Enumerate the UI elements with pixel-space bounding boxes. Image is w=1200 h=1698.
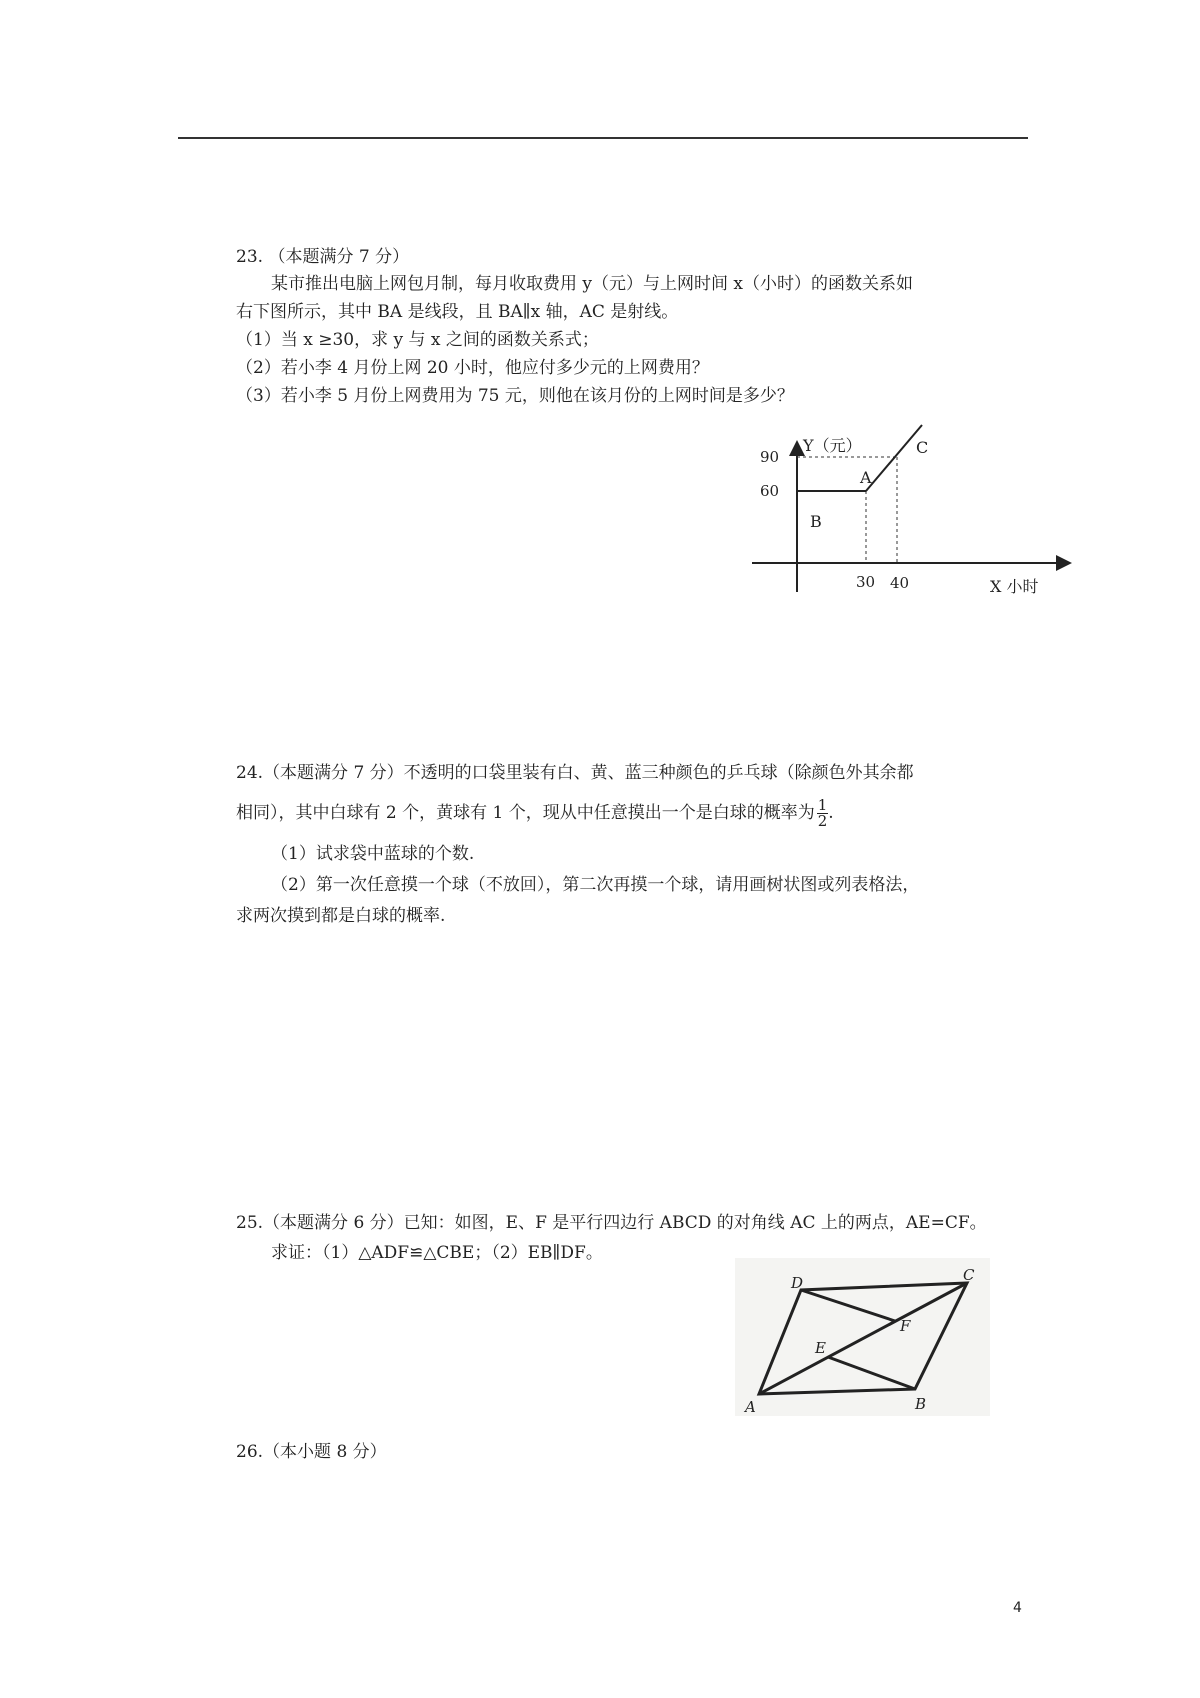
header-rule [178,137,1028,139]
q24-stem-line1: 24.（本题满分 7 分）不透明的口袋里装有白、黄、蓝三种颜色的乒乓球（除颜色外其余都 [236,763,914,783]
vertex-d-label: D [791,1274,804,1292]
q24-subquestion-2: （2）第一次任意摸一个球（不放回），第二次再摸一个球，请用画树状图或列表格法， [271,875,920,895]
y-tick-60: 60 [760,482,780,500]
q24-line2-period: . [828,803,834,823]
q24-stem-line2-text: 相同），其中白球有 2 个，黄球有 1 个，现从中任意摸出一个是白球的概率为 [236,803,815,823]
ray-ac [866,425,922,491]
q23-heading: 23. （本题满分 7 分） [236,247,410,267]
q24-subquestion-2-cont: 求两次摸到都是白球的概率. [236,906,446,926]
q23-subquestion-1: （1）当 x ≥30，求 y 与 x 之间的函数关系式； [236,330,599,350]
point-e-label: E [815,1339,826,1357]
q25-stem-line2: 求证：（1）△ADF≌△CBE；（2）EB∥DF。 [271,1243,603,1263]
point-c-label: C [916,438,929,457]
fraction-numerator: 1 [817,796,828,814]
y-axis-label: Y（元） [803,436,862,455]
q25-stem-line1: 25.（本题满分 6 分）已知：如图，E、F 是平行四边行 ABCD 的对角线 AC 上的两点，AE=CF。 [236,1213,987,1233]
q24-subquestion-1: （1）试求袋中蓝球的个数. [271,844,475,864]
x-tick-40: 40 [890,574,910,592]
q24-stem-line2 [236,798,834,829]
point-b-label: B [810,512,822,531]
fraction-denominator: 2 [817,812,828,830]
vertex-b-label: B [915,1395,927,1413]
point-a-label: A [860,468,872,487]
vertex-a-label: A [745,1398,756,1416]
x-tick-30: 30 [856,573,876,591]
probability-fraction [817,798,829,829]
vertex-c-label: C [963,1266,975,1284]
q25-parallelogram-figure [735,1258,990,1416]
q23-subquestion-3: （3）若小李 5 月份上网费用为 75 元，则他在该月份的上网时间是多少？ [236,386,794,406]
q26-heading: 26.（本小题 8 分） [236,1442,387,1462]
q23-stem-line2: 右下图所示，其中 BA 是线段，且 BA∥x 轴，AC 是射线。 [236,302,679,322]
y-tick-90: 90 [760,448,780,466]
q23-subquestion-2: （2）若小李 4 月份上网 20 小时，他应付多少元的上网费用？ [236,358,709,378]
point-f-label: F [900,1317,911,1335]
page-number: 4 [1013,1600,1022,1616]
q23-graph [740,420,1080,605]
x-axis-label: X 小时 [990,577,1039,596]
q23-stem-line1: 某市推出电脑上网包月制，每月收取费用 y（元）与上网时间 x（小时）的函数关系如 [271,274,913,294]
